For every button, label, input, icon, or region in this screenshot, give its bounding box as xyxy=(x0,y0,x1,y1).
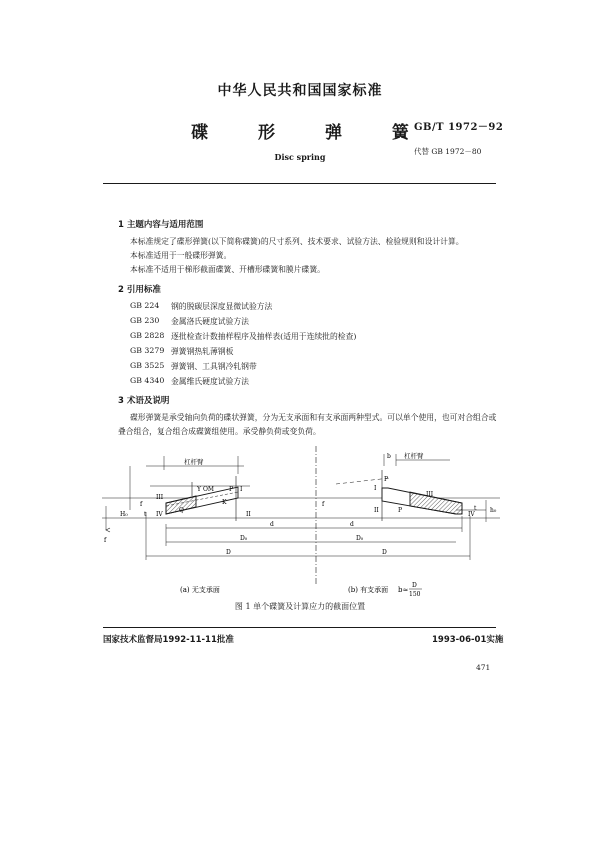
reference-code: GB 3525 xyxy=(130,361,165,370)
caption-a: (a) 无支承面 xyxy=(180,586,220,594)
national-standard-heading: 中华人民共和国国家标准 xyxy=(217,83,383,99)
label-k: K xyxy=(222,499,227,506)
label-h0: H₀ xyxy=(120,511,128,518)
label-h0-right: h₀ xyxy=(490,507,497,514)
label-ii-right: II xyxy=(374,507,379,514)
section-2-heading: 2 引用标准 xyxy=(118,285,161,295)
reference-code: GB 2828 xyxy=(130,331,165,340)
section-3-paragraph: 碟形弹簧是承受轴向负荷的碟状弹簧，分为无支承面和有支承面两种型式。可以单个使用，也可对合组合或叠合组合，复合组合成碟簧组使用。承受静负荷或变负荷。 xyxy=(118,413,497,436)
footer-divider xyxy=(103,627,496,628)
lever-arm-label-right: 杠杆臂 xyxy=(404,452,424,460)
section-1-line-1: 本标准规定了碟形弹簧(以下简称碟簧)的尺寸系列、技术要求、试验方法、检验规则和设计计算。 xyxy=(130,237,464,246)
reference-title: 逐批检查计数抽样程序及抽样表(适用于连续批的检查) xyxy=(171,332,357,341)
label-p-right: P xyxy=(384,476,389,483)
label-b: b xyxy=(387,453,391,460)
section-1-heading: 1 主题内容与适用范围 xyxy=(118,220,204,230)
label-d-left: d xyxy=(270,521,274,528)
label-ii: II xyxy=(246,511,251,518)
label-t: t xyxy=(144,511,147,518)
label-dd-left: D xyxy=(226,549,231,556)
label-f-arrow: f xyxy=(104,537,107,544)
approval-date: 国家技术监督局1992-11-11批准 xyxy=(103,635,234,645)
figure-1-disc-spring-diagram xyxy=(100,446,500,596)
label-f-right: f xyxy=(322,501,325,508)
section-1-line-3: 本标准不适用于梯形截面碟簧、开槽形碟簧和膜片碟簧。 xyxy=(130,265,325,274)
standard-number: GB/T 1972－92 xyxy=(414,122,504,133)
caption-b: (b) 有支承面 xyxy=(348,586,389,594)
label-p-right-lower: P xyxy=(398,507,403,514)
reference-title: 钢的脱碳层深度显微试验方法 xyxy=(171,302,273,311)
label-q: Q xyxy=(179,507,184,514)
label-iv-right: IV xyxy=(468,511,475,518)
caption-b-formula-lhs: b≈ xyxy=(398,586,409,594)
label-d-right: d xyxy=(350,521,354,528)
section-1-line-2: 本标准适用于一般碟形弹簧。 xyxy=(130,251,232,260)
label-f: f xyxy=(140,501,143,508)
caption-b-numerator: D xyxy=(412,582,417,589)
label-i-right: I xyxy=(374,485,377,492)
section-3-heading: 3 术语及说明 xyxy=(118,396,170,406)
reference-code: GB 230 xyxy=(130,316,160,325)
header-divider xyxy=(103,183,496,184)
caption-b-denominator: 150 xyxy=(409,591,421,596)
reference-title: 金属洛氏硬度试验方法 xyxy=(171,317,249,326)
label-om: OM xyxy=(203,486,215,493)
replaces-note: 代替 GB 1972－80 xyxy=(414,147,482,156)
lever-arm-label-left: 杠杆臂 xyxy=(184,458,204,466)
effective-date: 1993-06-01实施 xyxy=(432,635,504,645)
label-t-right: t xyxy=(474,505,477,512)
reference-title: 金属维氏硬度试验方法 xyxy=(171,377,249,386)
label-p: P xyxy=(229,486,234,493)
label-d0-right: D₀ xyxy=(356,535,364,542)
page-number: 471 xyxy=(476,663,491,672)
reference-code: GB 4340 xyxy=(130,376,165,385)
label-y: Y xyxy=(197,486,201,493)
label-iii-right: III xyxy=(426,491,434,498)
label-d0-left: D₀ xyxy=(240,535,248,542)
label-iv: IV xyxy=(156,511,163,518)
reference-title: 弹簧钢热轧薄钢板 xyxy=(171,347,234,356)
figure-1-title: 图 1 单个碟簧及计算应力的截面位置 xyxy=(234,602,366,611)
document-title: 碟 形 弹 簧 xyxy=(191,123,431,143)
reference-title: 弹簧钢、工具钢冷轧钢带 xyxy=(171,362,257,371)
label-i: I xyxy=(240,486,243,493)
label-iii: III xyxy=(156,494,164,501)
document-subtitle: Disc spring xyxy=(274,152,326,162)
reference-code: GB 224 xyxy=(130,301,160,310)
label-dd-right: D xyxy=(382,549,387,556)
reference-code: GB 3279 xyxy=(130,346,165,355)
